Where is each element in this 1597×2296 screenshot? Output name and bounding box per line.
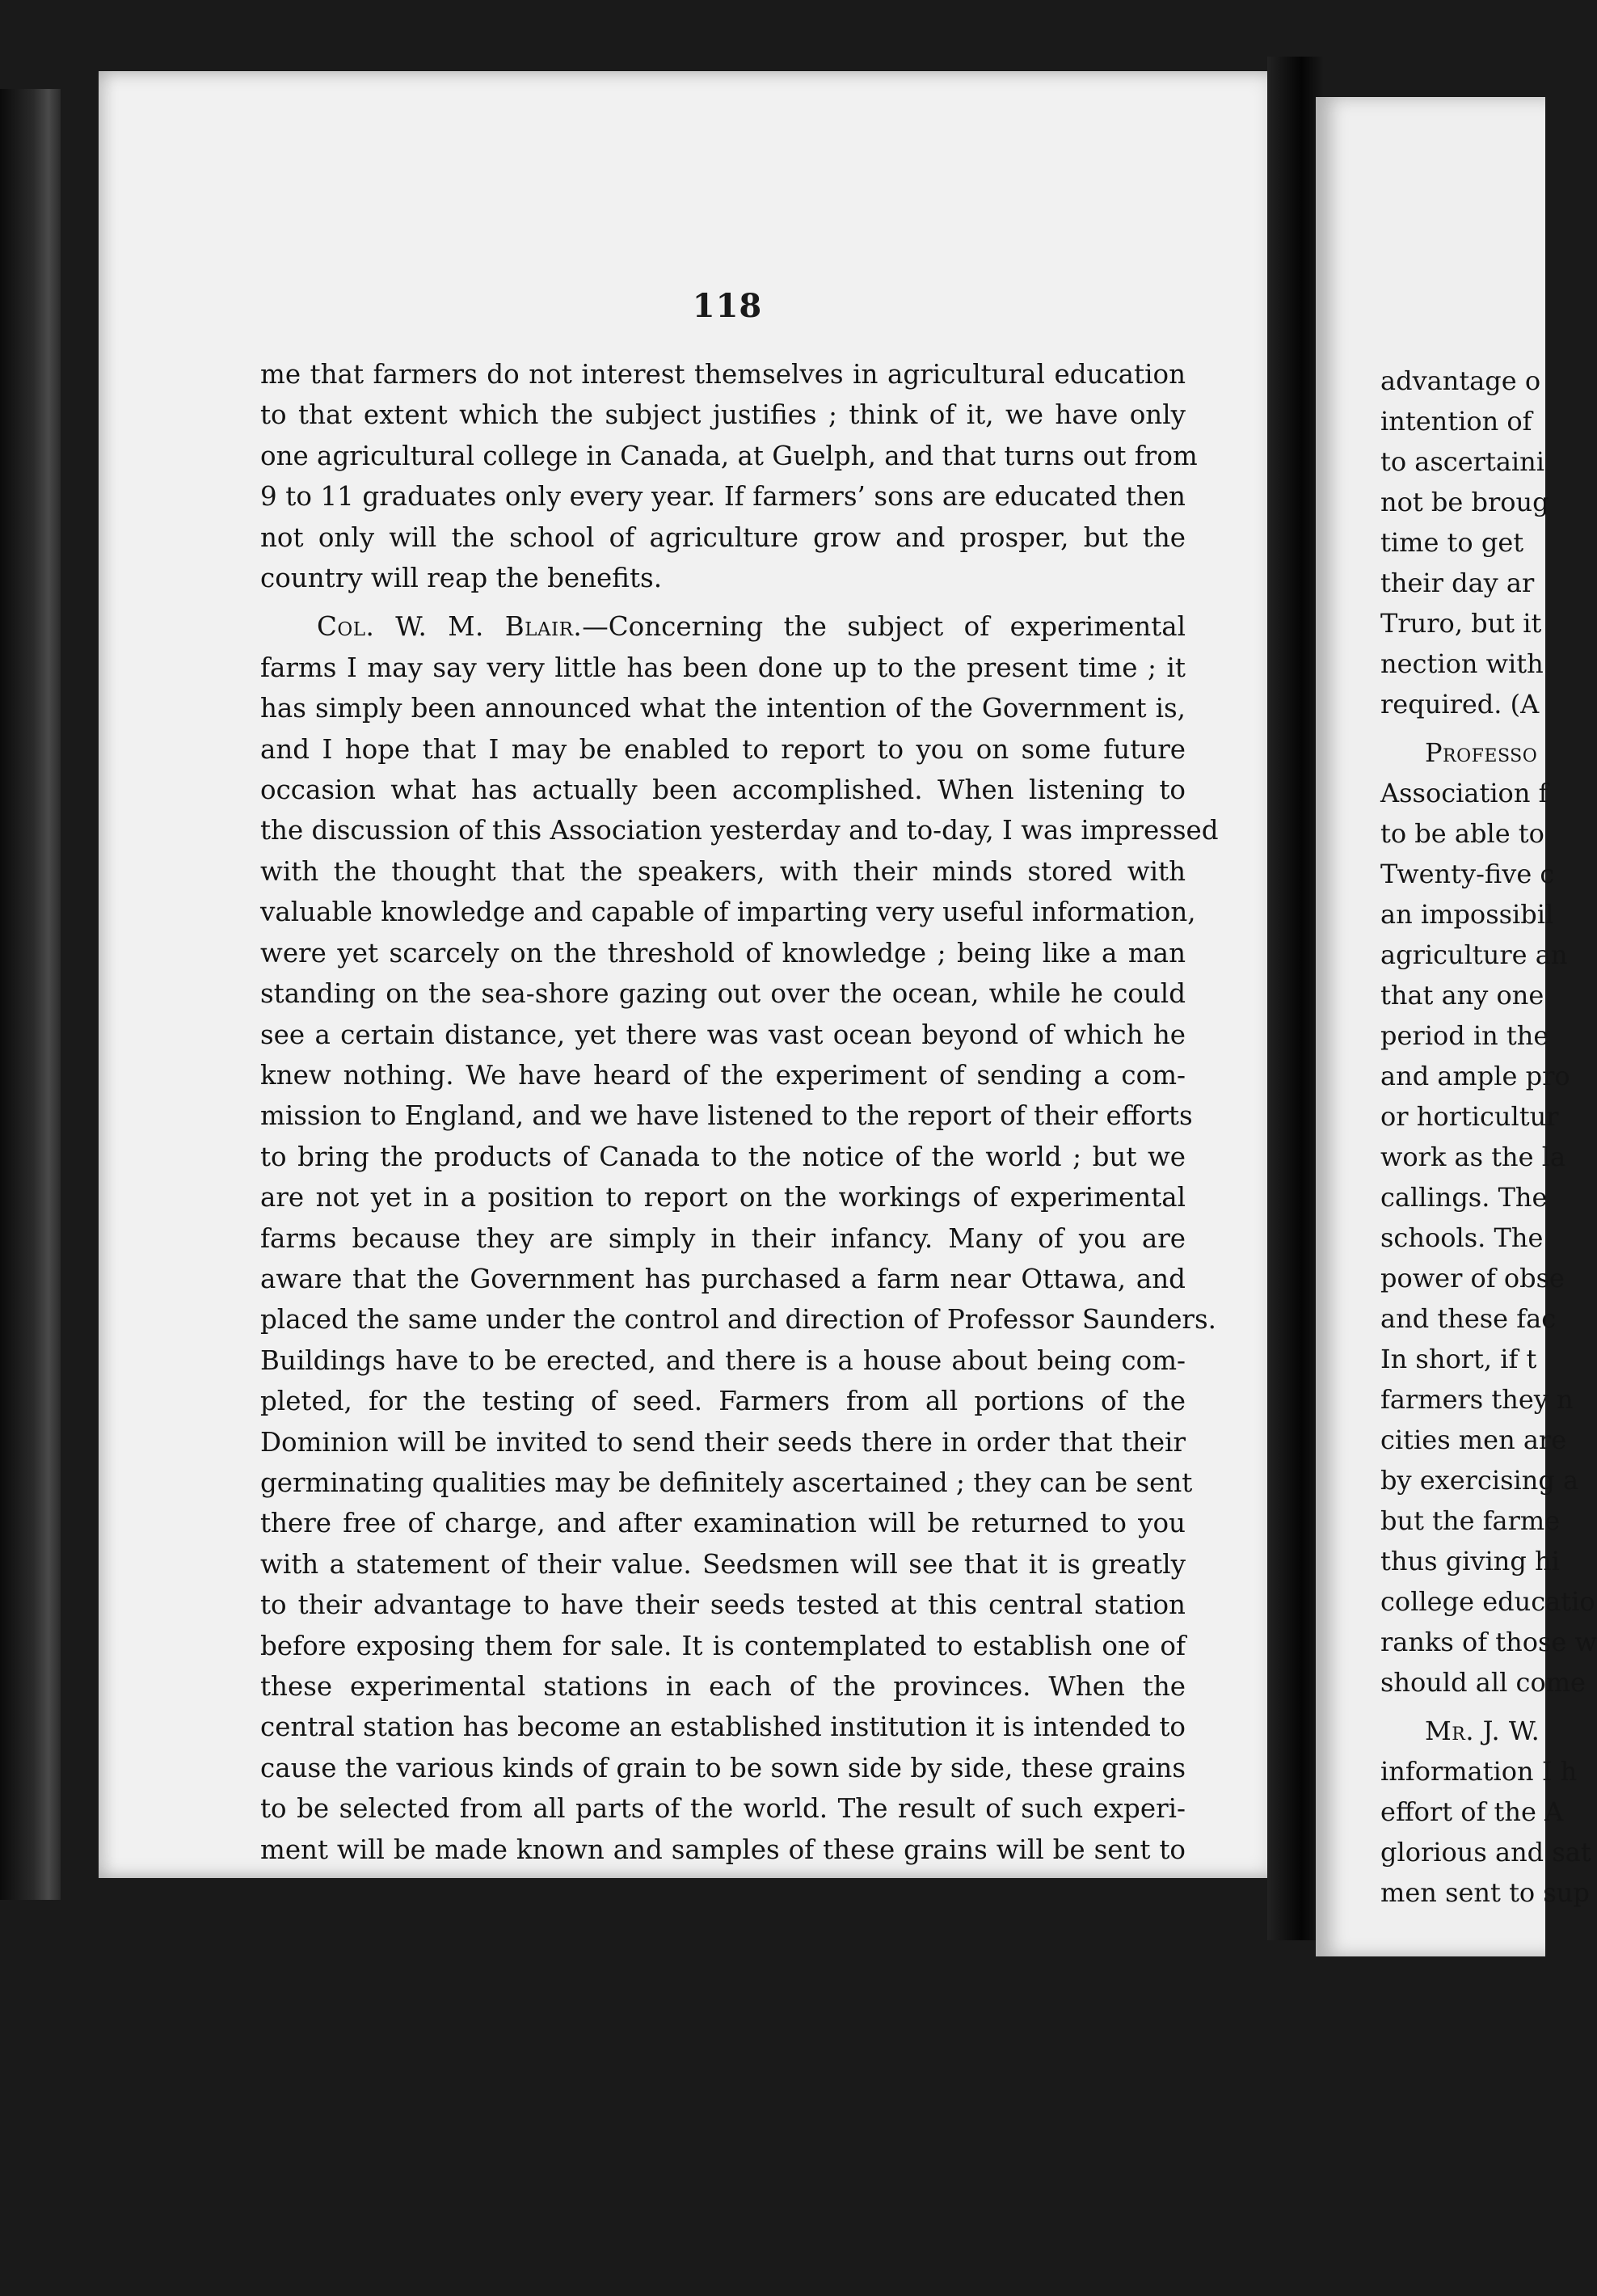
text-line: and ample pro	[1380, 1061, 1570, 1091]
text-line: cities men are	[1380, 1424, 1567, 1455]
text-line: central station has become an established institution it is intended to	[260, 1711, 1186, 1743]
text-line: to be selected from all parts of the world. The result of such experi-	[260, 1793, 1186, 1825]
text-line: college educatio	[1380, 1586, 1595, 1617]
text-line: schools. The	[1380, 1222, 1544, 1253]
text-line: intention of	[1380, 406, 1532, 437]
right-page-text	[1380, 361, 1597, 1913]
text-line: by exercising a	[1380, 1465, 1579, 1496]
text-line: their day ar	[1380, 568, 1535, 598]
text-line: there free of charge, and after examination will be returned to you	[260, 1508, 1186, 1539]
text-line: cause the various kinds of grain to be sown side by side, these grains	[260, 1752, 1186, 1783]
text-line: effort of the A	[1380, 1796, 1564, 1827]
text-line: thus giving hi	[1380, 1546, 1560, 1576]
text-line: not only will the school of agriculture grow and prosper, but the	[260, 521, 1186, 553]
text-line: ment will be made known and samples of these grains will be sent to	[260, 1834, 1186, 1865]
text-line: these experimental stations in each of the provinces. When the	[260, 1671, 1186, 1702]
text-line: Twenty-five c	[1380, 859, 1555, 889]
text-line: 9 to 11 graduates only every year. If farmers’ sons are educated then	[260, 481, 1186, 513]
text-line: Dominion will be invited to send their seeds there in order that their	[260, 1426, 1186, 1458]
page-number: 118	[692, 287, 763, 325]
text-line: Association f	[1380, 778, 1549, 808]
text-line: men sent to sup	[1380, 1877, 1590, 1908]
text-line: farmers they n	[1380, 1384, 1574, 1415]
text-line: period in the	[1380, 1020, 1549, 1051]
text-line: and these fac	[1380, 1303, 1557, 1334]
text-line: callings. The	[1380, 1182, 1548, 1213]
text-line: occasion what has actually been accomplished. When listening to	[260, 774, 1186, 806]
text-line: valuable knowledge and capable of imparting very useful information,	[260, 897, 1196, 928]
text-line: advantage o	[1380, 365, 1541, 396]
text-line: time to get	[1380, 527, 1524, 558]
text-line	[260, 606, 1186, 647]
text-line: standing on the sea-shore gazing out over the ocean, while he could	[260, 978, 1186, 1010]
text-fragment: —Concerning the subject of experimental	[582, 611, 1186, 643]
text-line: required. (A	[1380, 689, 1540, 720]
text-line: not be broug	[1380, 487, 1549, 517]
text-line: to that extent which the subject justifies ; think of it, we have only	[260, 399, 1186, 431]
text-line: nection with	[1380, 648, 1544, 679]
paragraph-2	[260, 606, 1219, 1870]
text-line: aware that the Government has purchased a farm near Ottawa, and	[260, 1263, 1186, 1294]
text-line: agriculture an	[1380, 939, 1568, 970]
text-line: knew nothing. We have heard of the experiment of sending a com-	[260, 1059, 1186, 1091]
text-line: to bring the products of Canada to the notice of the world ; but we	[260, 1141, 1186, 1172]
text-line: Mr. J. W.	[1425, 1716, 1540, 1746]
text-line: power of obse	[1380, 1263, 1565, 1294]
text-line: me that farmers do not interest themselves in agricultural education	[260, 359, 1186, 390]
text-line: In short, if t	[1380, 1344, 1537, 1374]
text-line: farms I may say very little has been done up to the present time ; it	[260, 652, 1186, 683]
text-line: are not yet in a position to report on the workings of experimental	[260, 1182, 1186, 1213]
text-line: farms because they are simply in their infancy. Many of you are	[260, 1222, 1186, 1254]
text-line: Professo	[1425, 737, 1538, 768]
text-line: germinating qualities may be definitely ascertained ; they can be sent	[260, 1467, 1193, 1498]
text-line: country will reap the benefits.	[260, 563, 663, 594]
text-line: or horticultur	[1380, 1101, 1559, 1132]
text-line: information I h	[1380, 1756, 1578, 1787]
text-line: placed the same under the control and direction of Professor Saunders.	[260, 1304, 1216, 1336]
text-line: glorious and sat	[1380, 1837, 1591, 1868]
text-line: with the thought that the speakers, with their minds stored with	[260, 855, 1186, 887]
text-line: Buildings have to be erected, and there is a house about being com-	[260, 1344, 1186, 1376]
text-line: with a statement of their value. Seedsmen will see that it is greatly	[260, 1548, 1186, 1580]
text-line: ranks of those w	[1380, 1627, 1597, 1657]
text-line: has simply been announced what the intention of the Government is,	[260, 693, 1186, 724]
left-page-text	[260, 354, 1219, 1870]
text-line: work as the la	[1380, 1142, 1566, 1172]
text-line: Truro, but it	[1380, 608, 1542, 639]
book-edge-left	[0, 89, 61, 1900]
paragraph-1	[260, 354, 1198, 598]
text-line: to their advantage to have their seeds tested at this central station	[260, 1589, 1186, 1621]
text-line: that any one	[1380, 980, 1544, 1011]
text-line: one agricultural college in Canada, at Guelph, and that turns out from	[260, 440, 1198, 471]
text-line: to be able to	[1380, 818, 1544, 849]
text-line: an impossibil	[1380, 899, 1554, 930]
speaker-name: Col. W. M. Blair.	[317, 611, 583, 643]
text-line: but the farme	[1380, 1505, 1561, 1536]
text-line: the discussion of this Association yesterday and to-day, I was impressed	[260, 815, 1219, 846]
text-line: before exposing them for sale. It is contemplated to establish one of	[260, 1630, 1186, 1661]
text-line: should all come	[1380, 1667, 1586, 1698]
text-line: to ascertaini	[1380, 446, 1544, 477]
text-line: mission to England, and we have listened to the report of their efforts	[260, 1100, 1193, 1132]
text-line: see a certain distance, yet there was vast ocean beyond of which he	[260, 1019, 1186, 1050]
text-line: pleted, for the testing of seed. Farmers from all portions of the	[260, 1386, 1186, 1417]
text-line: were yet scarcely on the threshold of knowledge ; being like a man	[260, 937, 1186, 969]
text-line: and I hope that I may be enabled to report to you on some future	[260, 733, 1186, 765]
